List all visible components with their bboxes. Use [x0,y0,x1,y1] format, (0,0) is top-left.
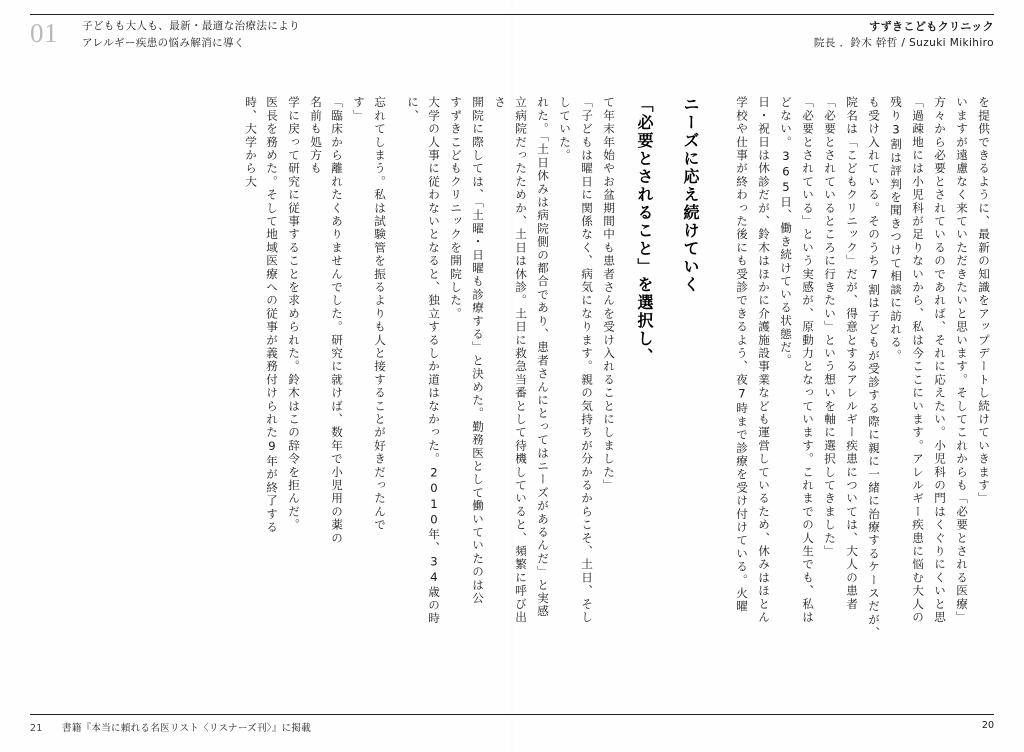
text-column: 方々から必要とされているのであれば、それに応えたい。小児科の門はくぐりにくいと思 [933,96,947,624]
header-subtitle-line1: 子どもも大人も、最新・最適な治療法により [82,20,300,32]
text-column: 院名は「こどもクリニック」だが、得意とするアレルギー疾患については、大人の患者 [845,96,859,611]
text-column: 「臨床から離れたくありませんでした。研究に就けば、数年で小児用の薬の名前も処方も [309,96,344,545]
footer-divider [30,714,994,715]
footer-left-group [30,720,311,734]
page-footer [30,714,994,734]
header-clinic-info [814,18,994,52]
text-column: れた。「土日休みは病院側の都合であり、患者さんにとってはニーズがあるんだ」と実感 [536,96,550,619]
article-body [30,96,994,676]
text-column: 学に戻って研究に従事することを求められた。鈴木はこの辞令を拒んだ。 [287,96,301,532]
text-column: 残り3割は評判を聞きつけて相談に訪れる。 [889,96,903,363]
vertical-text-columns [239,96,994,676]
text-column: 「必要とされている」という実感が、原動力となっています。これまでの人生でも、私は [801,96,815,624]
text-column: 学校や仕事が終わった後にも受診できるよう、夜7時まで診療を受け付けている。火曜 [735,96,749,614]
text-column: を提供できるように、最新の知識をアップデートし続けていきます」 [977,96,991,506]
header-subtitle-line2: アレルギー疾患の悩み解消に導く [82,37,245,49]
text-column: 医長を務めた。そして地域医療への従事が義務付けられた9年が終了する時、大学から大 [244,96,279,534]
text-column: どない。365日、働き続けている状態だ。 [779,96,793,368]
headline-line1: 「必要とされること」を選択し、 [635,96,654,366]
headline-line2: ニーズに応え続けていく [681,96,700,294]
section-headline [629,96,659,426]
text-column: 日・祝日は休診だが、鈴木はほかに介護施設事業なども運営しているため、休みはほとん [757,96,771,624]
text-column: 「過疎地には小児科が足りないから、私は今ここにいます。アレルギー疾患に悩む大人の [911,96,925,624]
chapter-number: 01 [30,18,58,48]
doctor-name: 院長 ．鈴木 幹哲 / Suzuki Mikihiro [813,37,994,49]
footer-source-note: 書籍『本当に頼れる名医リスト〈リスナーズ刊〉』に掲載 [62,723,312,734]
text-column: していた。 [558,96,572,162]
text-column: 「必要とされているところに行きたい」という想いを軸に選択してきました」 [823,96,837,558]
text-column: いますが遠慮なく来ていただきたいと思います。そしてこれからも「必要とされる医療」 [955,96,969,624]
clinic-name: すずきこどもクリニック [869,20,994,33]
header-subtitle [82,18,300,52]
text-column: て年末年始やお盆期間中も患者さんを受け入れることにしました」 [602,96,616,492]
text-column: 開院に際しては、「土曜・日曜も診療する」と決めた。勤務医として働いていたのは公 [471,96,485,605]
footer-page-number-left: 21 [30,723,43,734]
text-column: すずきこどもクリニックを開院した。 [449,96,463,321]
text-column: も受け入れている。そのうち7割は子どもが受診する際に親に一緒に治療するケースだが、 [867,96,881,640]
footer-page-number-right: 20 [981,720,994,731]
section-headline-second [675,96,705,426]
text-column: 大学の人事に従わないとなると、独立するしか道はなかった。2010年、34歳の時に、 [406,96,441,626]
text-column: 忘れてしまう。私は試験管を振るよりも人と接することが好きだったんです」 [352,96,387,532]
text-column: 「子どもは曜日に関係なく、病気になります。親の気持ちが分かるからこそ、土日、そし [580,96,594,624]
text-column: 立病院だったためか、土日は休診。土日に救急当番として待機していると、頻繁に呼び出さ [493,96,528,624]
